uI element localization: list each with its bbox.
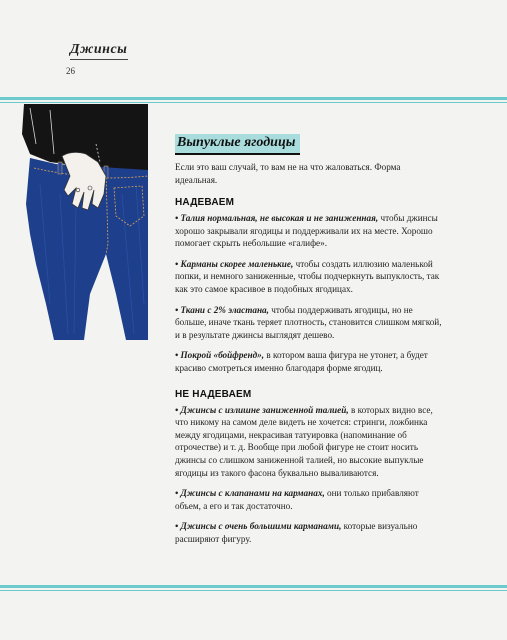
item-text: чтобы джинсы хорошо закрывали ягодицы и поддерживали их на месте. Хорошо помогает скрыть небольшие «галифе».: [175, 213, 438, 249]
jeans-illustration: [10, 104, 148, 340]
item-text: чтобы поддерживать ягодицы, но не больше, иначе ткань теряет плотность, становится слишком мягкой, и в результате джинсы выглядят дешево.: [175, 304, 442, 340]
bottom-stripe-thick: [0, 585, 507, 588]
section-title: Выпуклые ягодицы: [175, 134, 300, 155]
avoid-item: [175, 487, 445, 512]
top-stripe-thick: [0, 97, 507, 100]
running-header-title: Джинсы: [70, 42, 128, 57]
page-number: 26: [66, 66, 75, 76]
item-text: в котором ваша фигура не утонет, а будет красиво смотреться именно благодаря форме ягодиц.: [175, 350, 428, 373]
item-text: они только прибавляют объем, а его и так достаточно.: [175, 488, 419, 511]
avoid-item: [175, 404, 445, 480]
avoid-item: [175, 520, 445, 545]
item-lead: • Покрой «бойфренд»,: [175, 350, 265, 361]
wear-item: [175, 304, 445, 342]
top-stripe-thin: [0, 102, 507, 103]
item-lead: • Карманы скорее маленькие,: [175, 258, 294, 269]
article: [175, 133, 445, 553]
item-lead: • Джинсы с очень большими карманами,: [175, 521, 342, 532]
item-text: в которых видно все, что никому на самом деле видеть не хочется: стринги, ложбинка между ягодицами, некрасивая татуировка (напоминание об отрочестве) и т. д. Вообще при любой фигуре не стоит носить джинсы со слишком заниженной талией, но высокие выпуклые ягодицы из такого фасона буквально вываливаются.: [175, 404, 433, 478]
item-lead: • Ткани с 2% эластана,: [175, 304, 269, 315]
wear-item: [175, 258, 445, 296]
item-text: которые визуально расширяют фигуру.: [175, 521, 418, 544]
bottom-stripe-thin: [0, 590, 507, 591]
header-underline: [70, 59, 128, 60]
item-lead: • Джинсы с клапанами на карманах,: [175, 488, 325, 499]
wear-item: [175, 212, 445, 250]
wear-heading: НАДЕВАЕМ: [175, 197, 235, 208]
intro-paragraph: Если это ваш случай, то вам не на что жаловаться. Форма идеальная.: [175, 162, 401, 185]
avoid-heading: НЕ НАДЕВАЕМ: [175, 388, 252, 400]
wear-item: [175, 349, 445, 374]
item-lead: • Джинсы с излишне заниженной талией,: [175, 404, 349, 415]
item-lead: • Талия нормальная, не высокая и не заниженная,: [175, 213, 379, 223]
item-text: чтобы создать иллюзию маленькой попки, и немного заниженные, чтобы подчеркнуть выпуклость, так как это самое красивое в подобных ягодицах.: [175, 258, 440, 294]
